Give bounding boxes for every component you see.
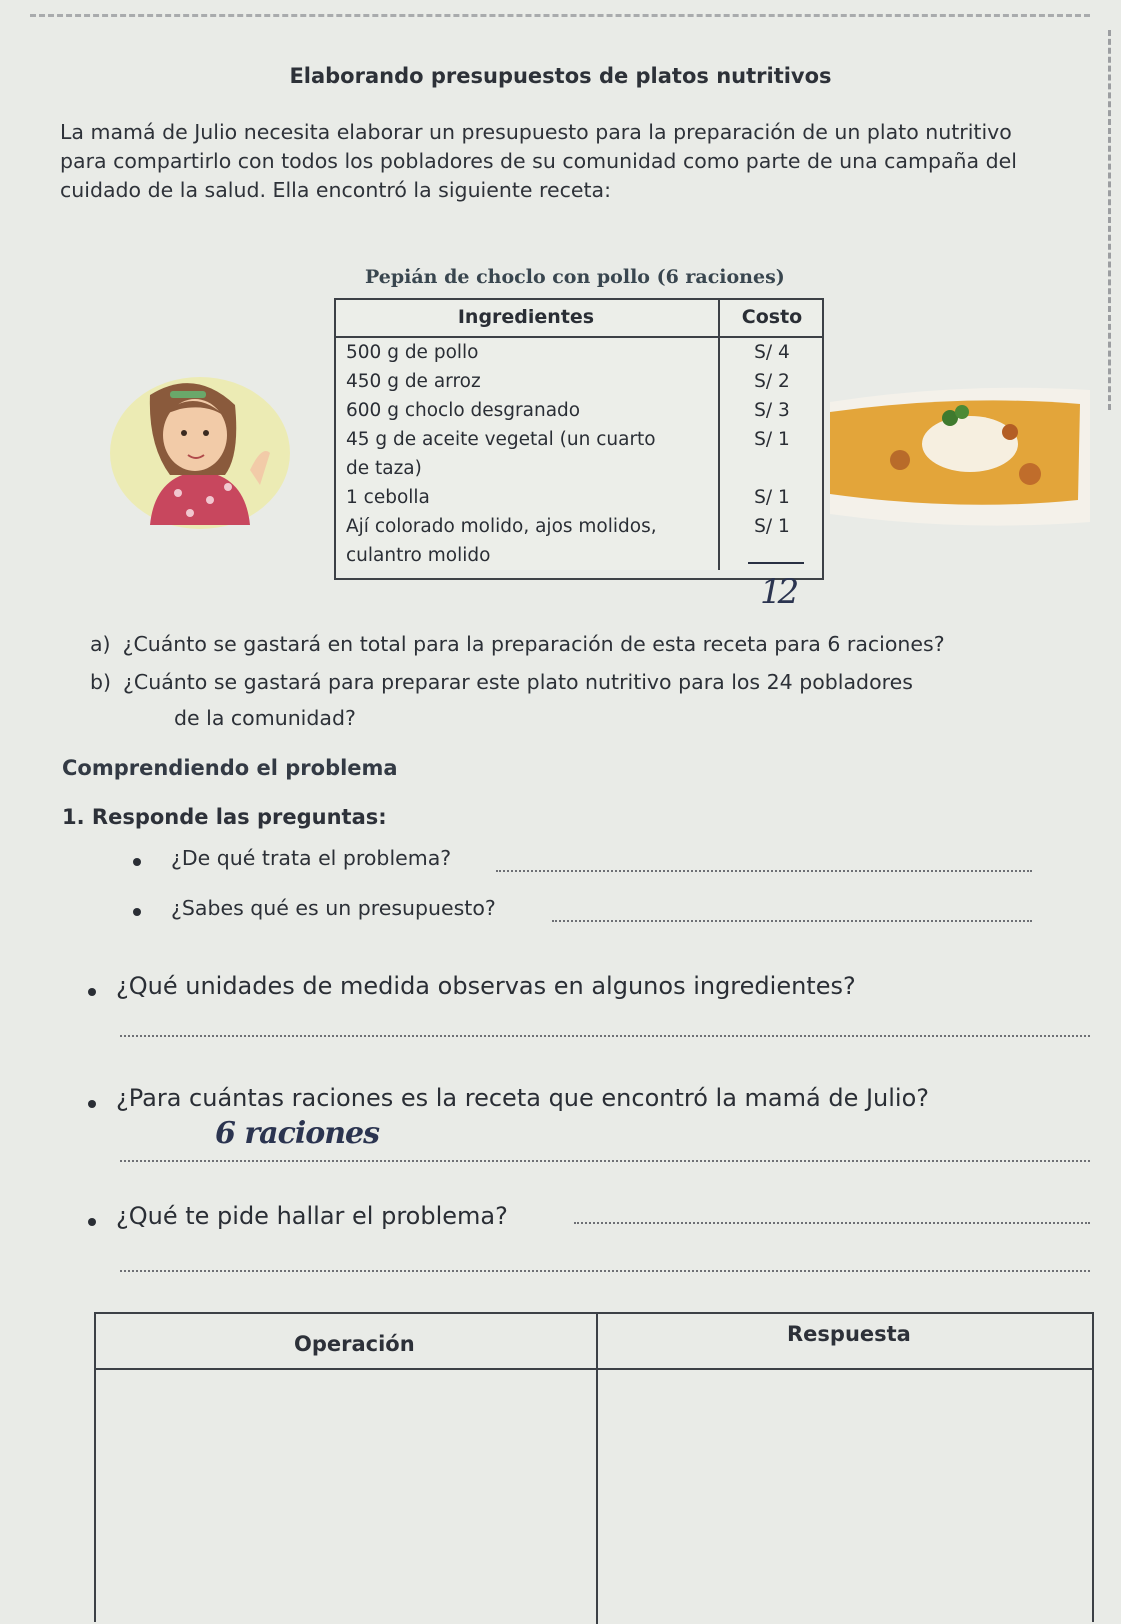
dish-illustration: [830, 382, 1090, 542]
bullet-question-3: ¿Qué unidades de medida observas en algunos ingredientes?: [116, 972, 856, 1000]
page-top-edge: [30, 14, 1090, 17]
ingredient-cell: 45 g de aceite vegetal (un cuarto: [346, 429, 656, 450]
table-row: [334, 512, 824, 541]
header-answer: Respuesta: [787, 1322, 911, 1346]
bullet-dot: [88, 1100, 96, 1108]
operation-answer-table: [94, 1312, 1094, 1622]
bullet-dot: [133, 908, 141, 916]
bullet-dot: [133, 858, 141, 866]
table-header-line: [94, 1368, 1094, 1370]
cost-cell: S/ 1: [719, 425, 824, 454]
cost-cell: S/ 1: [719, 483, 824, 512]
header-ingredients: Ingredientes: [334, 298, 719, 337]
header-cost: Costo: [719, 298, 824, 337]
question-a: [90, 632, 945, 656]
answer-line-4[interactable]: [120, 1160, 1090, 1162]
answer-line-2[interactable]: [552, 920, 1032, 922]
ingredient-cell: 1 cebolla: [346, 487, 430, 508]
recipe-title: Pepián de choclo con pollo (6 raciones): [365, 266, 785, 288]
answer-line-5a[interactable]: [574, 1222, 1090, 1224]
girl-illustration: [110, 375, 290, 535]
question-b: [90, 670, 913, 694]
bullet-question-5: ¿Qué te pide hallar el problema?: [116, 1202, 508, 1230]
ingredient-cell: de taza): [346, 458, 422, 479]
cost-cell: S/ 2: [719, 367, 824, 396]
bullet-question-4: ¿Para cuántas raciones es la receta que encontró la mamá de Julio?: [116, 1084, 930, 1112]
cost-cell: S/ 4: [719, 337, 824, 367]
table-row: [334, 425, 824, 454]
question-a-label: a): [90, 632, 111, 656]
bullet-question-2: ¿Sabes qué es un presupuesto?: [171, 896, 496, 920]
bullet-dot: [88, 1218, 96, 1226]
header-operation: Operación: [294, 1332, 415, 1356]
intro-paragraph: La mamá de Julio necesita elaborar un presupuesto para la preparación de un plato nutritivo para compartirlo con todos los pobladores de su comunidad como parte de una campaña del cuidado de la salud. Ella encontró la siguiente receta:: [60, 120, 1017, 202]
table-row: [334, 454, 824, 483]
handwritten-sum-line: [748, 562, 804, 564]
question-b-text: ¿Cuánto se gastará para preparar este plato nutritivo para los 24 pobladores: [123, 670, 913, 694]
ingredient-cell: culantro molido: [346, 545, 491, 566]
cost-cell: [719, 454, 824, 483]
ingredient-cell: 450 g de arroz: [346, 371, 481, 392]
table-divider: [596, 1312, 598, 1624]
recipe-table: [334, 298, 824, 570]
ingredient-cell: 600 g choclo desgranado: [346, 400, 581, 421]
cost-cell: S/ 1: [719, 512, 824, 541]
ingredient-cell: Ají colorado molido, ajos molidos,: [346, 516, 657, 537]
bullet-dot: [88, 988, 96, 996]
table-row: [334, 541, 824, 570]
table-row: [334, 337, 824, 367]
table-row: [334, 483, 824, 512]
cost-cell: [719, 541, 824, 570]
question-a-text: ¿Cuánto se gastará en total para la preparación de esta receta para 6 raciones?: [122, 632, 945, 656]
task-heading: 1. Responde las preguntas:: [62, 805, 387, 829]
section-title: Comprendiendo el problema: [62, 756, 398, 780]
table-row: [334, 367, 824, 396]
handwritten-answer: 6 raciones: [215, 1116, 380, 1151]
page-title: Elaborando presupuestos de platos nutritivos: [289, 64, 832, 88]
handwritten-total: 12: [760, 572, 796, 612]
table-row: [334, 396, 824, 425]
answer-line-5b[interactable]: [120, 1270, 1090, 1272]
cost-cell: S/ 3: [719, 396, 824, 425]
bullet-question-1: ¿De qué trata el problema?: [171, 846, 452, 870]
question-b-continuation: de la comunidad?: [174, 706, 356, 730]
ingredient-cell: 500 g de pollo: [346, 342, 479, 363]
question-b-label: b): [90, 670, 112, 694]
answer-line-1[interactable]: [496, 870, 1032, 872]
answer-line-3[interactable]: [120, 1035, 1090, 1037]
